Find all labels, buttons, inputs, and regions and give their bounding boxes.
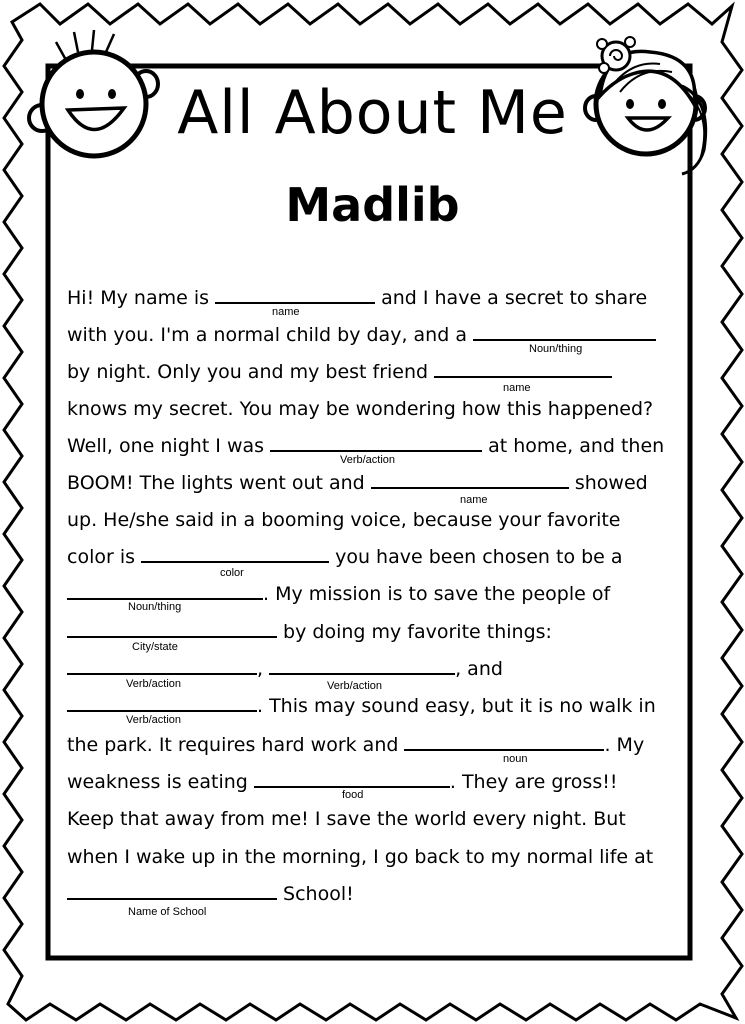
line-text: . My mission is to save the people of: [263, 583, 611, 605]
madlib-line: [67, 508, 621, 532]
line-text: BOOM! The lights went out and: [67, 472, 371, 494]
line-text: Hi! My name is: [67, 287, 216, 309]
hint-label: name: [503, 382, 531, 394]
madlib-line: [67, 807, 626, 831]
line-text: School!: [277, 883, 354, 905]
blank-name[interactable]: [434, 360, 612, 378]
blank-verb-action[interactable]: [270, 434, 482, 452]
line-text: . They are gross!!: [449, 771, 618, 793]
hint-label: food: [342, 789, 364, 801]
blank-noun[interactable]: [404, 733, 604, 751]
hint-label: Verb/action: [327, 680, 383, 692]
madlib-line: [67, 286, 647, 310]
blank-verb-action[interactable]: [269, 657, 455, 675]
hint-label: name: [460, 494, 488, 506]
hint-label: City/state: [132, 641, 178, 653]
hint-label: color: [220, 567, 244, 579]
madlib-line: [67, 545, 623, 569]
blank-noun-thing[interactable]: [67, 582, 263, 600]
line-text: with you. I'm a normal child by day, and a: [67, 324, 473, 346]
line-text: you have been chosen to be a: [329, 546, 623, 568]
madlib-line: [67, 360, 612, 384]
blank-name[interactable]: [215, 286, 375, 304]
blank-city-state[interactable]: [67, 620, 277, 638]
hint-label: Verb/action: [126, 714, 182, 726]
blank-color[interactable]: [141, 545, 329, 563]
line-text: . My: [604, 734, 645, 756]
blank-verb-action[interactable]: [67, 657, 257, 675]
blank-noun-thing[interactable]: [473, 323, 656, 341]
madlib-line: [67, 733, 644, 757]
line-text: at home, and then: [482, 435, 665, 457]
line-text: when I wake up in the morning, I go back to my normal life at: [67, 846, 654, 868]
blank-food[interactable]: [254, 770, 450, 788]
line-text: weakness is eating: [67, 771, 254, 793]
blank-name[interactable]: [371, 471, 569, 489]
hint-label: Name of School: [128, 906, 207, 918]
madlib-line: [67, 471, 648, 495]
hint-label: Noun/thing: [128, 601, 182, 613]
line-text: up. He/she said in a booming voice, because your favorite: [67, 509, 621, 531]
line-text: . This may sound easy, but it is no walk in: [257, 695, 656, 717]
line-text: color is: [67, 546, 142, 568]
line-text: ,: [257, 658, 270, 680]
madlib-line: [67, 845, 653, 869]
hint-label: name: [272, 306, 300, 318]
line-text: by doing my favorite things:: [277, 621, 552, 643]
hint-label: Verb/action: [126, 678, 182, 690]
line-text: and I have a secret to share: [375, 287, 648, 309]
line-text: Keep that away from me! I save the world every night. But: [67, 808, 626, 830]
blank-verb-action[interactable]: [67, 694, 257, 712]
madlib-line: [67, 882, 354, 906]
page-title: All About Me: [177, 78, 568, 148]
page-subtitle: Madlib: [285, 178, 460, 232]
line-text: knows my secret. You may be wondering how this happened?: [67, 398, 654, 420]
line-text: Well, one night I was: [67, 435, 271, 457]
hint-label: noun: [503, 753, 528, 765]
hint-label: Noun/thing: [529, 343, 583, 355]
line-text: showed: [568, 472, 648, 494]
hint-label: Verb/action: [340, 454, 396, 466]
line-text: , and: [455, 658, 503, 680]
blank-school-name[interactable]: [67, 882, 277, 900]
madlib-line: [67, 397, 653, 421]
line-text: the park. It requires hard work and: [67, 734, 405, 756]
line-text: by night. Only you and my best friend: [67, 361, 435, 383]
